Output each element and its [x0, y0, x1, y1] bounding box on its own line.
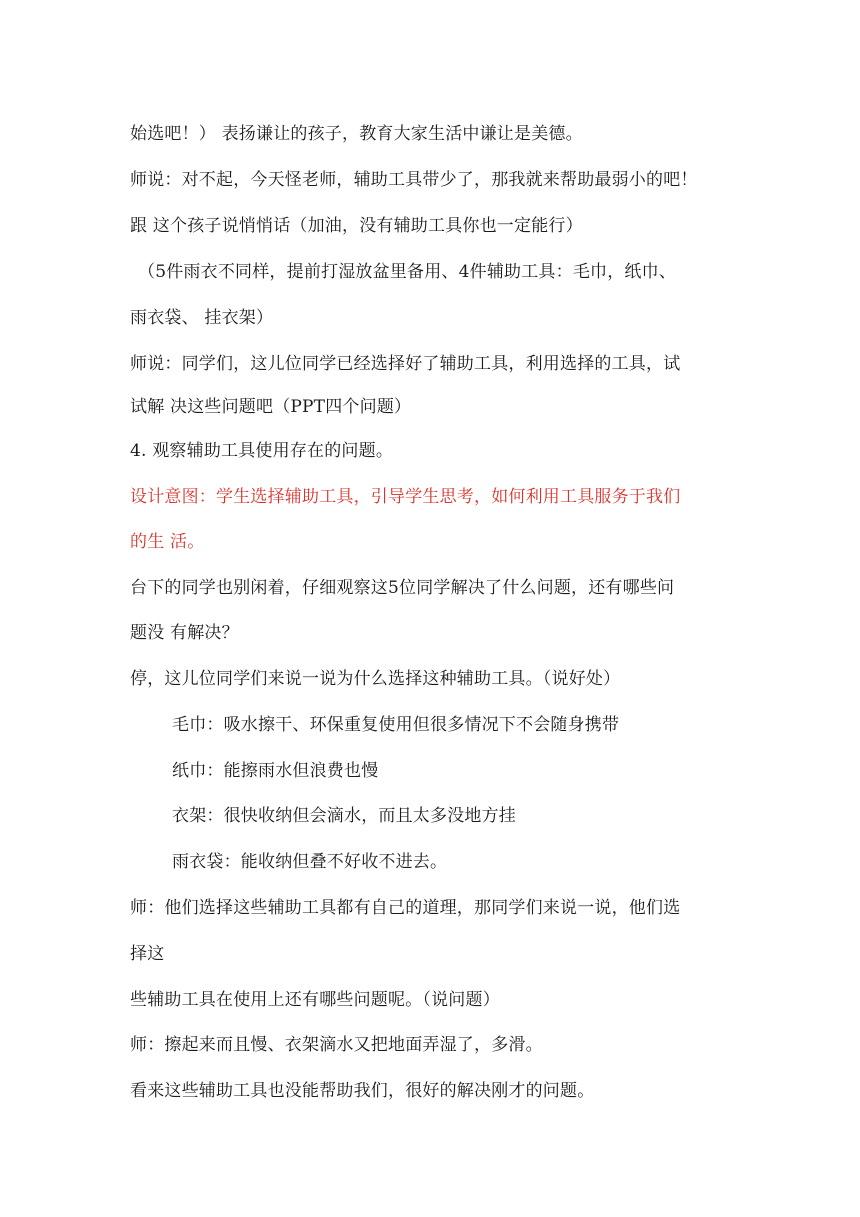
tool-item-raincoat-bag: 雨衣袋：能收纳但叠不好收不进去。 [172, 852, 448, 872]
tool-item-tissue: 纸巾：能擦雨水但浪费也慢 [172, 761, 379, 781]
paragraph-line: 试解 决这些问题吧（PPT四个问题） [130, 397, 412, 417]
design-intent-line: 的生 活。 [130, 532, 205, 552]
paragraph-line: 跟 这个孩子说悄悄话（加油，没有辅助工具你也一定能行） [130, 216, 583, 236]
materials-note-line: （5件雨衣不同样，提前打湿放盆里备用、4件辅助工具：毛巾，纸巾、 [138, 262, 677, 282]
paragraph-line: 台下的同学也别闲着，仔细观察这5位同学解决了什么问题，还有哪些问 [130, 578, 675, 598]
paragraph-line: 师：他们选择这些辅助工具都有自己的道理，那同学们来说一说，他们选 [130, 898, 681, 918]
paragraph-line: 师：擦起来而且慢、衣架滴水又把地面弄湿了，多滑。 [130, 1035, 543, 1055]
tool-item-hanger: 衣架：很快收纳但会滴水，而且太多没地方挂 [172, 806, 516, 826]
paragraph-line: 些辅助工具在使用上还有哪些问题呢。（说问题） [130, 990, 500, 1010]
design-intent-line: 设计意图：学生选择辅助工具，引导学生思考，如何利用工具服务于我们 [130, 487, 681, 507]
paragraph-line: 始选吧！） 表扬谦让的孩子，教育大家生活中谦让是美德。 [130, 124, 583, 144]
paragraph-line: 择这 [130, 944, 165, 964]
tool-item-towel: 毛巾：吸水擦干、环保重复使用但很多情况下不会随身携带 [172, 715, 620, 735]
paragraph-line: 师说：对不起，今天怪老师，辅助工具带少了，那我就来帮助最弱小的吧！ [130, 170, 698, 190]
paragraph-line: 题没 有解决？ [130, 623, 239, 643]
section-heading: 4. 观察辅助工具使用存在的问题。 [130, 441, 394, 461]
paragraph-line: 师说：同学们，这儿位同学已经选择好了辅助工具，利用选择的工具，试 [130, 354, 681, 374]
paragraph-line: 看来这些辅助工具也没能帮助我们，很好的解决刚才的问题。 [130, 1081, 595, 1101]
paragraph-line: 停，这儿位同学们来说一说为什么选择这种辅助工具。（说好处） [130, 669, 621, 689]
materials-note-line: 雨衣袋、 挂衣架） [130, 308, 274, 328]
